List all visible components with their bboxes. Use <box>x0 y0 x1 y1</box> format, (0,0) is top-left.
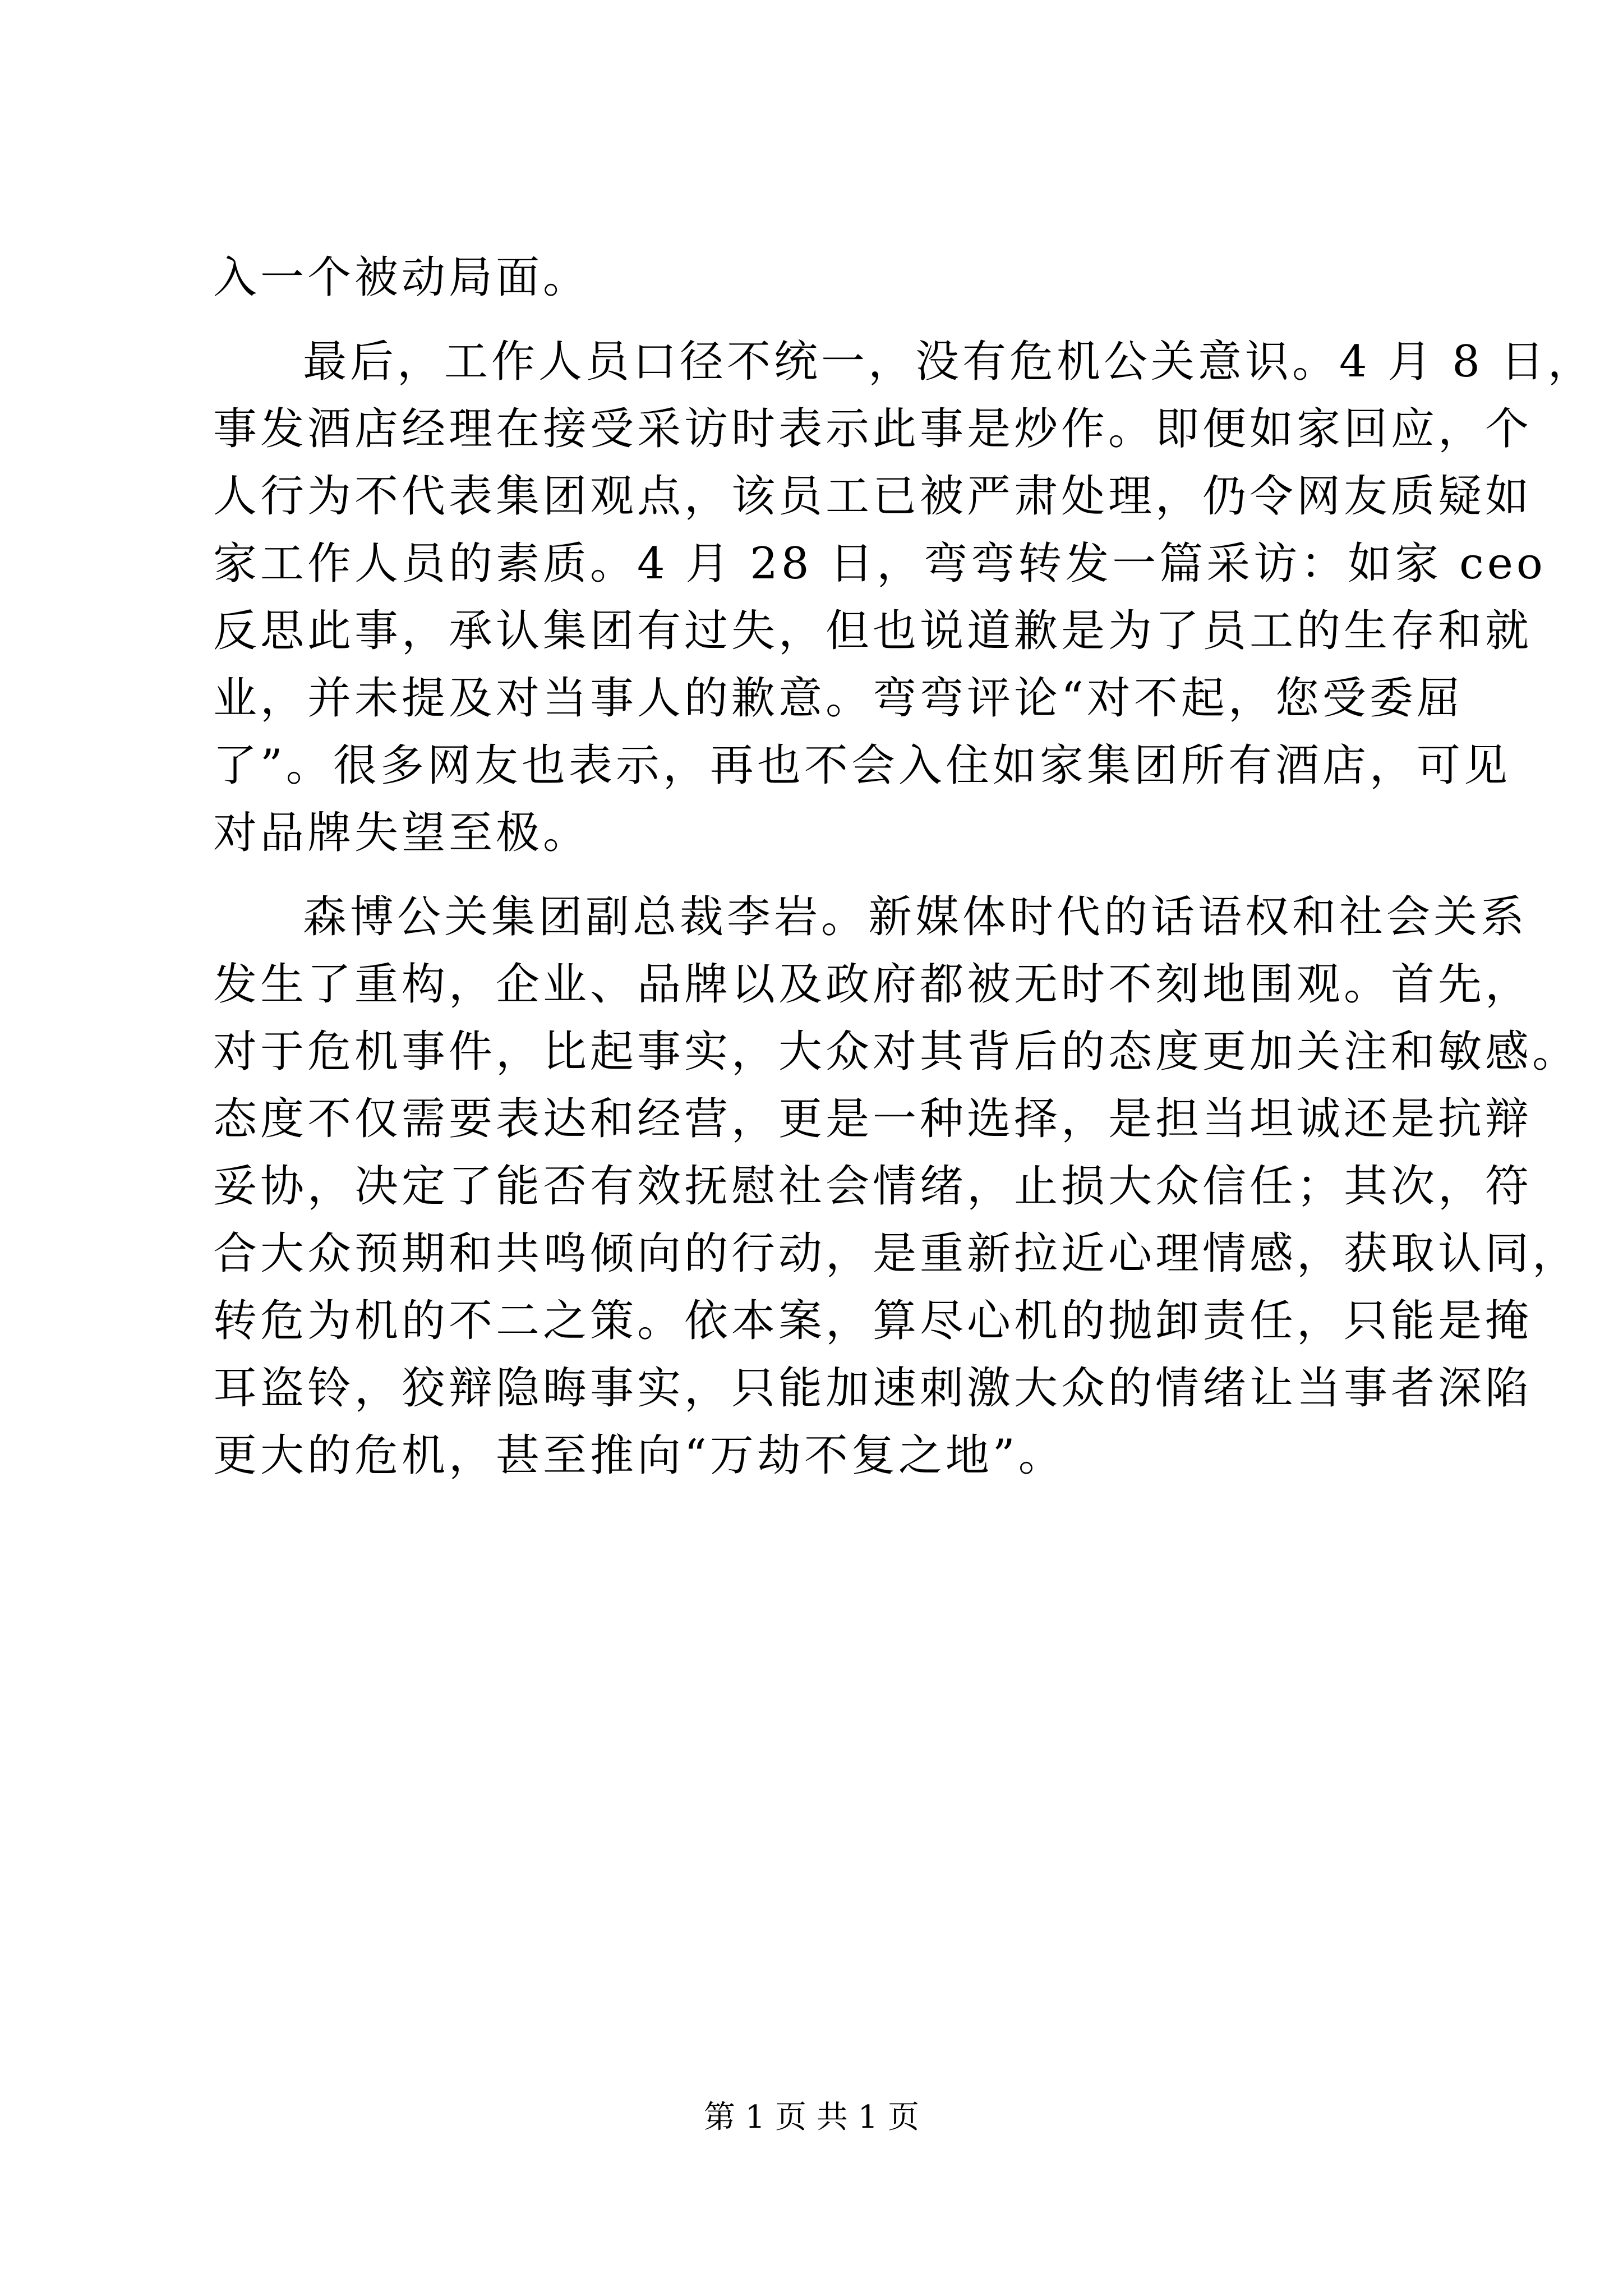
text-line: 对于危机事件，比起事实，大众对其背后的态度更加关注和敏感。 <box>213 1027 1580 1077</box>
text-line: 态度不仅需要表达和经营，更是一种选择，是担当坦诚还是抗辩 <box>213 1094 1533 1144</box>
page-number-footer: 第 1 页 共 1 页 <box>703 2099 920 2136</box>
paragraph-start-line: 最后，工作人员口径不统一，没有危机公关意识。4 月 8 日， <box>303 337 1595 387</box>
text-line: 入一个被动局面。 <box>213 252 591 303</box>
text-line: 了”。很多网友也表示，再也不会入住如家集团所有酒店，可见 <box>213 740 1511 791</box>
text-line: 耳盗铃，狡辩隐晦事实，只能加速刺激大众的情绪让当事者深陷 <box>213 1363 1533 1414</box>
paragraph-start-line: 森博公关集团副总裁李岩。新媒体时代的话语权和社会关系 <box>303 892 1528 942</box>
text-line: 事发酒店经理在接受采访时表示此事是炒作。即便如家回应，个 <box>213 404 1533 454</box>
text-line: 家工作人员的素质。4 月 28 日，弯弯转发一篇采访：如家 ceo <box>213 539 1546 589</box>
text-line: 妥协，决定了能否有效抚慰社会情绪，止损大众信任；其次，符 <box>213 1161 1533 1212</box>
text-line: 合大众预期和共鸣倾向的行动，是重新拉近心理情感，获取认同， <box>213 1228 1580 1279</box>
text-line: 更大的危机，甚至推向“万劫不复之地”。 <box>213 1430 1066 1481</box>
text-line: 业，并未提及对当事人的歉意。弯弯评论“对不起，您受委屈 <box>213 673 1464 724</box>
text-line: 人行为不代表集团观点，该员工已被严肃处理，仍令网友质疑如 <box>213 471 1533 522</box>
text-line: 对品牌失望至极。 <box>213 808 591 858</box>
text-line: 转危为机的不二之策。依本案，算尽心机的抛卸责任，只能是掩 <box>213 1296 1533 1346</box>
text-line: 发生了重构，企业、品牌以及政府都被无时不刻地围观。首先， <box>213 959 1533 1010</box>
text-line: 反思此事，承认集团有过失，但也说道歉是为了员工的生存和就 <box>213 606 1533 656</box>
